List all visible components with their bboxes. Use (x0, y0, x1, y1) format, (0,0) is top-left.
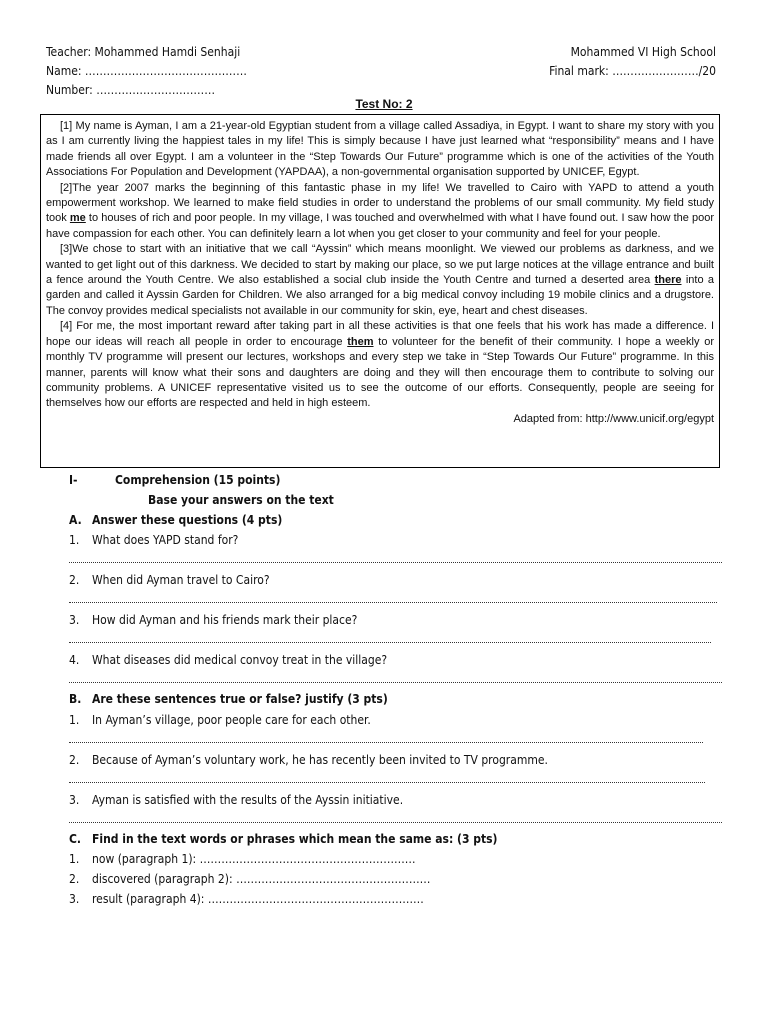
section-subtitle: Base your answers on the text (148, 493, 334, 507)
paragraph-3-part-b: into a garden and called it Ayssin Garden for Children. We also arranged for a big medical convoy including 19 mobile clinics and a drugstore. The convoy provides medical specialists not available in our community for skin, eye, heart and chest diseases. (46, 274, 714, 317)
underlined-word-there: there (654, 274, 682, 287)
answer-line-b2[interactable] (69, 781, 705, 783)
school-name: Mohammed VI High School (570, 45, 716, 59)
item-c1[interactable] (69, 852, 416, 866)
paragraph-2 (46, 181, 714, 243)
answer-line-a2[interactable] (69, 601, 717, 603)
item-text: result (paragraph 4): …………………………………………………… (92, 892, 424, 906)
question-number: 4. (69, 653, 80, 667)
answer-line-a4[interactable] (69, 681, 722, 683)
item-c3[interactable] (69, 892, 424, 906)
item-c2[interactable] (69, 872, 430, 886)
question-text: What does YAPD stand for? (92, 533, 239, 547)
part-a-title: Answer these questions (4 pts) (92, 513, 283, 527)
item-text: discovered (paragraph 2): ……………………………………………… (92, 872, 431, 886)
question-b1 (69, 713, 371, 727)
question-text: In Ayman’s village, poor people care for each other. (92, 713, 371, 727)
underlined-word-them: them (347, 335, 374, 348)
item-text: now (paragraph 1): …………………………………………………… (92, 852, 416, 866)
test-title: Test No: 2 (355, 97, 413, 111)
section-number: I- (69, 473, 78, 487)
header-right (549, 43, 716, 81)
reading-text-box (40, 114, 720, 468)
answer-line-b1[interactable] (69, 741, 703, 743)
underlined-word-me: me (69, 212, 86, 225)
question-b2 (69, 753, 548, 767)
part-c-heading (69, 832, 497, 846)
question-text: Ayman is satisfied with the results of the Ayssin initiative. (92, 793, 404, 807)
question-b3 (69, 793, 403, 807)
question-a4 (69, 653, 387, 667)
item-number: 1. (69, 852, 80, 866)
source-citation: Adapted from: http://www.unicif.org/egypt (513, 412, 714, 425)
part-b-label: B. (69, 692, 82, 706)
part-b-heading (69, 692, 388, 706)
paragraph-4 (46, 319, 714, 411)
paragraph-4-part-a: [4] For me, the most important reward after taking part in all these activities is that one feels that his work has made a difference. I hope our ideas will reach all people in order to encourage (46, 320, 714, 348)
final-mark-line: Final mark: ……………………/20 (549, 64, 716, 78)
paragraph-2-part-b: to houses of rich and poor people. In my village, I was touched and overwhelmed with what I have found out. I saw how the poor have compassion for each other. You can definitely learn a lot when you get closer to your community and feel for your people. (46, 212, 714, 240)
answer-line-a1[interactable] (69, 561, 722, 563)
section-title: Comprehension (15 points) (115, 473, 281, 487)
teacher-line: Teacher: Mohammed Hamdi Senhaji (46, 45, 241, 59)
paragraph-3-part-a: [3]We chose to start with an initiative that we call “Ayssin” which means moonlight. We viewed our problems as darkness, and we wanted to get light out of this darkness. We decided to start by making our place, so we put large notices at the village entrance and built a fence around the Youth Centre. We also established a social club inside the Youth Centre and turned a deserted area (46, 243, 714, 287)
part-a-heading (69, 513, 282, 527)
question-number: 2. (69, 573, 80, 587)
item-number: 2. (69, 872, 80, 886)
question-number: 3. (69, 793, 80, 807)
item-number: 3. (69, 892, 80, 906)
question-a1 (69, 533, 238, 547)
question-a3 (69, 613, 357, 627)
question-text: How did Ayman and his friends mark their place? (92, 613, 358, 627)
paragraph-1: [1] My name is Ayman, I am a 21-year-old Egyptian student from a village called Assadiya, in Egypt. I want to share my story with you as I am currently living the happiest tales in my life! This is simply because I have just learned what “responsibility” means and I have made friends all over Egypt. I am a volunteer in the “Step Towards Our Future” programme which is one of the activities of the Youth Associations For Population and Development (YAPDAA), a non-governmental organisation supported by UNICEF, Egypt. (46, 120, 714, 179)
name-line: Name: ……………………………………… (46, 64, 247, 78)
question-a2 (69, 573, 270, 587)
question-number: 2. (69, 753, 80, 767)
paragraph-3 (46, 242, 714, 319)
paragraph-2-part-a: [2]The year 2007 marks the beginning of this fantastic phase in my life! We travelled to Cairo with YAPD to attend a youth empowerment workshop. We learned to make field studies in order to understand the problems of our small community. My field study took (46, 181, 714, 225)
question-text: What diseases did medical convoy treat in the village? (92, 653, 388, 667)
answer-line-b3[interactable] (69, 821, 722, 823)
part-c-title: Find in the text words or phrases which mean the same as: (3 pts) (92, 832, 498, 846)
question-number: 3. (69, 613, 80, 627)
paragraph-4-part-b: to volunteer for the benefit of their community. I hope a weekly or monthly TV programme will present our lectures, workshops and every step we take in “Step Towards Our Future” programme. In this manner, parents will know what their sons and daughters are doing and they will then encourage them to contribute to solving our community problems. A UNICEF representative visited us to see the outcome of our efforts. Consequently, people are seeing for themselves how our efforts are respected and held in high esteem. (46, 335, 714, 410)
question-number: 1. (69, 713, 80, 727)
answer-line-a3[interactable] (69, 641, 711, 643)
question-number: 1. (69, 533, 80, 547)
part-b-title: Are these sentences true or false? justify (3 pts) (92, 692, 388, 706)
question-text: Because of Ayman’s voluntary work, he has recently been invited to TV programme. (92, 753, 548, 767)
question-text: When did Ayman travel to Cairo? (92, 573, 270, 587)
header-left (46, 43, 247, 100)
part-a-label: A. (69, 513, 82, 527)
number-line: Number: …………………………… (46, 83, 216, 97)
part-c-label: C. (69, 832, 82, 846)
